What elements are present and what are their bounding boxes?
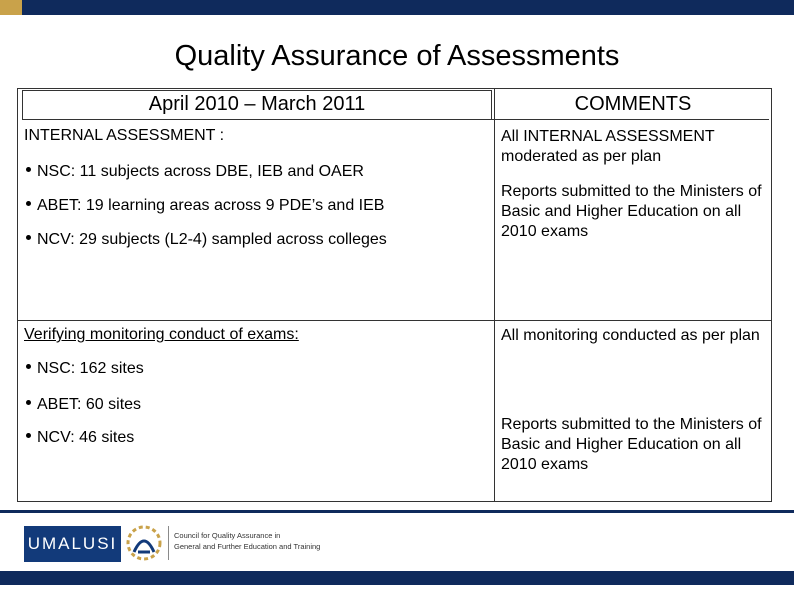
top-banner [0,0,794,15]
header-period: April 2010 – March 2011 [148,93,366,115]
monitoring-comment-2: Reports submitted to the Ministers of Basic and Higher Education on all 2010 exams [501,416,762,473]
list-item-text: NCV: 29 subjects (L2-4) sampled across colleges [37,231,387,248]
council-tagline [174,530,320,552]
list-item [26,231,387,249]
internal-comment-2: Reports submitted to the Ministers of Basic and Higher Education on all 2010 exams [501,183,762,240]
logo-separator [168,526,169,560]
list-item [26,396,141,414]
monitoring-heading: Verifying monitoring conduct of exams: [24,326,299,343]
umalusi-logo: UMALUSI [24,526,121,562]
internal-assessment-heading: INTERNAL ASSESSMENT : [24,127,225,144]
bullet-icon [26,201,31,206]
list-item-text: ABET: 60 sites [37,396,142,413]
header-comments: COMMENTS [574,93,692,115]
list-item-text: NCV: 46 sites [37,429,135,446]
bullet-icon [26,433,31,438]
top-banner-accent [0,0,22,15]
column-divider [494,88,495,502]
list-item [26,429,134,447]
row-divider [17,320,772,321]
monitoring-comment-1: All monitoring conducted as per plan [501,327,760,344]
list-item [26,360,144,378]
list-item [26,163,364,181]
bullet-icon [26,400,31,405]
bullet-icon [26,167,31,172]
bullet-icon [26,235,31,240]
bottom-banner [0,571,794,585]
tagline-line-2: General and Further Education and Training [174,542,321,551]
tagline-line-1: Council for Quality Assurance in [174,531,281,540]
header-divider [22,119,769,120]
internal-comment-1: All INTERNAL ASSESSMENT moderated as per plan [501,128,715,165]
list-item-text: ABET: 19 learning areas across 9 PDE’s and IEB [37,197,385,214]
slide-title: Quality Assurance of Assessments [174,40,620,72]
bullet-icon [26,364,31,369]
list-item [26,197,384,215]
footer-divider [0,510,794,513]
list-item-text: NSC: 162 sites [37,360,144,377]
list-item-text: NSC: 11 subjects across DBE, IEB and OAER [37,163,364,180]
umalusi-emblem-icon [124,522,164,564]
